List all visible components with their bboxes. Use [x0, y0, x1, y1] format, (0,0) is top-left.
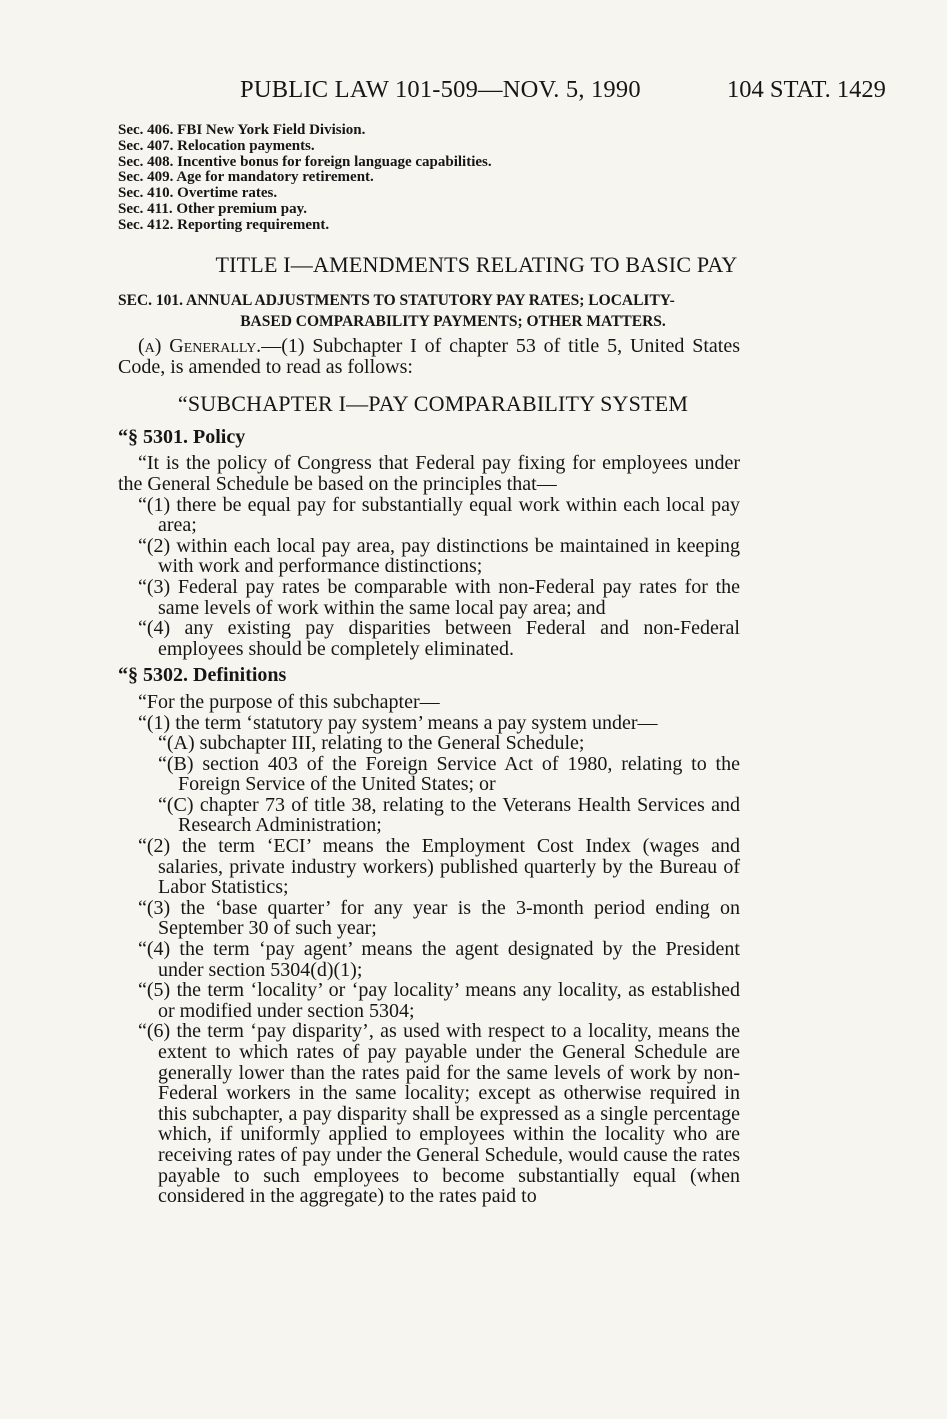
toc-entry: Sec. 409. Age for mandatory retirement.	[118, 169, 374, 186]
intro-text: —(1) Subchapter I of chapter 53 of title 5, United States Code, is amended to read as follows:	[118, 335, 740, 378]
toc-entry: Sec. 406. FBI New York Field Division.	[118, 122, 366, 138]
list-item: “(5) the term ‘locality’ or ‘pay locality’ means any locality, as established or modified under section 5304;	[138, 979, 740, 1022]
page-header	[0, 76, 947, 108]
subchapter-heading: “SUBCHAPTER I—PAY COMPARABILITY SYSTEM	[177, 391, 689, 417]
toc-entry: Sec. 412. Reporting requirement.	[118, 216, 330, 233]
toc-entry: Sec. 410. Overtime rates.	[118, 185, 278, 202]
section-5302-lead: “For the purpose of this subchapter—	[138, 690, 440, 713]
intro-label: (a) Generally.	[138, 335, 262, 357]
section-5301-title: “§ 5301. Policy	[118, 425, 246, 448]
list-item: “(2) within each local pay area, pay distinctions be maintained in keeping with work and performance distinctions;	[138, 534, 740, 578]
toc-entry: Sec. 411. Other premium pay.	[118, 200, 308, 217]
section-heading-line: BASED COMPARABILITY PAYMENTS; OTHER MATTERS.	[240, 313, 666, 330]
list-item: “(6) the term ‘pay disparity’, as used with respect to a locality, means the extent to which rates of pay payable under the General Schedule are generally lower than the rates paid for the same levels of work by non-Federal workers in the same locality; except as otherwise required in this subchapter, a pay disparity shall be expressed as a single percentage which, if uniformly applied to employees within the locality who are receiving rates of pay under the General Schedule, would cause the rates payable to such employees to become substantially equal (when considered in the aggregate) to the rates paid to	[138, 1020, 740, 1208]
list-item: “(3) Federal pay rates be comparable with non-Federal pay rates for the same levels of work within the same local pay area; and	[138, 575, 740, 619]
list-item: “(3) the ‘base quarter’ for any year is the 3-month period ending on September 30 of such year;	[138, 896, 740, 940]
section-5301-lead: “It is the policy of Congress that Federal pay fixing for employees under the General Schedule be based on the principles that—	[118, 452, 740, 495]
sub-list-item: “(C) chapter 73 of title 38, relating to the Veterans Health Services and Research Administration;	[158, 793, 740, 837]
table-of-contents	[118, 123, 492, 234]
list-item: “(2) the term ‘ECI’ means the Employment Cost Index (wages and salaries, private industry workers) published quarterly by the Bureau of Labor Statistics;	[138, 835, 740, 899]
list-item: “(1) there be equal pay for substantially equal work within each local pay area;	[138, 493, 740, 537]
list-item: “(1) the term ‘statutory pay system’ means a pay system under—	[138, 711, 658, 734]
intro-paragraph	[118, 336, 740, 377]
sub-list-item: “(A) subchapter III, relating to the General Schedule;	[158, 732, 585, 755]
list-item: “(4) any existing pay disparities between Federal and non-Federal employees should be completely eliminated.	[138, 617, 740, 660]
stat-page-number: 104 STAT. 1429	[727, 76, 886, 103]
section-heading-line: SEC. 101. ANNUAL ADJUSTMENTS TO STATUTORY PAY RATES; LOCALITY-	[118, 292, 675, 309]
list-item: “(4) the term ‘pay agent’ means the agent designated by the President under section 5304(d)(1);	[138, 938, 740, 981]
sub-list-item: “(B) section 403 of the Foreign Service Act of 1980, relating to the Foreign Service of the United States; or	[158, 752, 740, 796]
body-text	[118, 336, 740, 1207]
toc-entry: Sec. 408. Incentive bonus for foreign language capabilities.	[118, 153, 492, 170]
toc-entry: Sec. 407. Relocation payments.	[118, 137, 315, 154]
running-head: PUBLIC LAW 101-509—NOV. 5, 1990	[240, 76, 641, 103]
section-heading	[118, 290, 758, 332]
title-heading: TITLE I—AMENDMENTS RELATING TO BASIC PAY	[215, 252, 738, 277]
section-5302-title: “§ 5302. Definitions	[118, 664, 287, 687]
